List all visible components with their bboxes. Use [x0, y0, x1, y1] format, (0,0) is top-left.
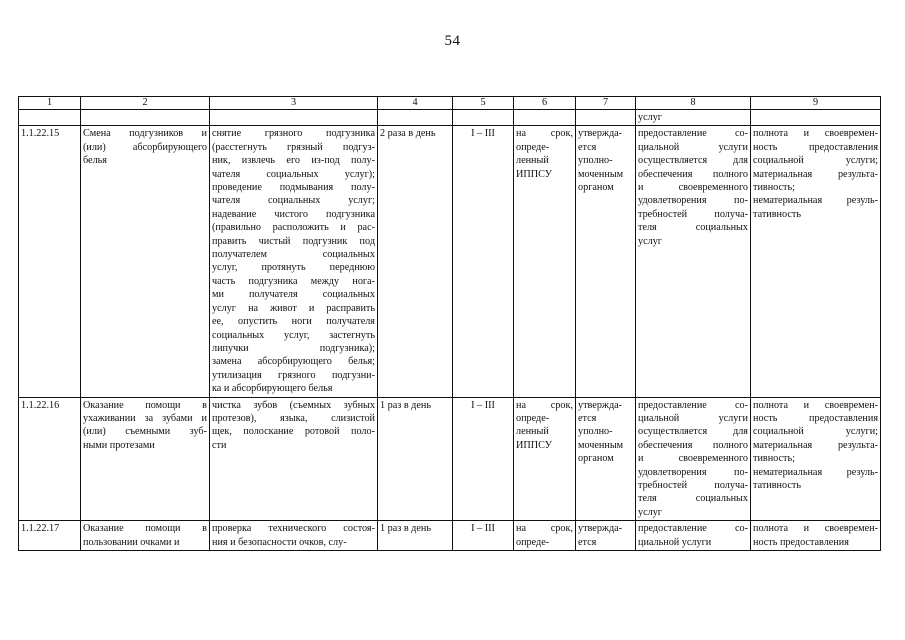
column-header: 8	[636, 97, 751, 110]
service-content-line: ник, извлечь его из-под полу-	[212, 155, 375, 167]
table-row	[19, 521, 881, 551]
service-content-line: (расстегнуть грязный подгуз-	[212, 141, 375, 153]
service-content-line: получателем социальных	[212, 249, 375, 261]
service-content-line: сти	[212, 439, 227, 451]
service-content-line: (правильно расположить и рас-	[212, 222, 375, 234]
service-term-line: ленный	[516, 426, 549, 438]
service-content-line: чистка зубов (съемных зубных	[212, 399, 375, 411]
table-row	[19, 126, 881, 397]
quality-indicators-line: и своевременного	[638, 182, 748, 194]
service-frequency: 2 раза в день	[378, 126, 453, 397]
quality-indicators-line: требностей получа-	[638, 479, 748, 491]
service-frequency: 1 раз в день	[378, 397, 453, 521]
service-code: 1.1.22.15	[19, 126, 81, 397]
evaluation-conditions-line: нематериальная резуль-	[753, 466, 878, 478]
service-approver-line: моченным	[578, 168, 624, 180]
service-forms: I – III	[453, 397, 514, 521]
services-table	[18, 96, 881, 551]
quality-indicators-line: обеспечения полного	[638, 439, 748, 451]
service-term-line: опреде-	[516, 536, 550, 548]
service-approver	[576, 521, 636, 551]
service-term-line: ленный	[516, 155, 549, 167]
service-approver-line: утвержда-	[578, 128, 623, 140]
continuation-text: услуг	[636, 110, 751, 126]
quality-indicators-line: циальной услуги	[638, 412, 748, 424]
service-content-line: проведение подмывания полу-	[212, 182, 375, 194]
service-content-line: липучки подгузника);	[212, 342, 375, 354]
service-approver-line: ется	[578, 412, 597, 424]
service-content	[210, 397, 378, 521]
evaluation-conditions-line: материальная результа-	[753, 168, 878, 180]
service-code: 1.1.22.17	[19, 521, 81, 551]
service-term-line: на срок,	[516, 128, 573, 140]
service-content	[210, 521, 378, 551]
service-approver	[576, 397, 636, 521]
service-name-line: Оказание помощи в	[83, 399, 207, 411]
service-content	[210, 126, 378, 397]
service-content-line: ми получателя социальных	[212, 289, 375, 301]
service-content-line: надевание чистого подгузника	[212, 208, 375, 220]
column-header: 2	[81, 97, 210, 110]
service-term	[514, 397, 576, 521]
service-term-line: ИППСУ	[516, 439, 552, 451]
service-term-line: опреде-	[516, 141, 550, 153]
service-term	[514, 126, 576, 397]
service-code: 1.1.22.16	[19, 397, 81, 521]
evaluation-conditions-line: тивность;	[753, 182, 795, 194]
quality-indicators	[636, 397, 751, 521]
column-number-row	[19, 97, 881, 110]
evaluation-conditions-line: ность предоставления	[753, 141, 878, 153]
service-term-line: на срок,	[516, 399, 573, 411]
service-term-line: ИППСУ	[516, 168, 552, 180]
service-name-line: Оказание помощи в	[83, 523, 207, 535]
service-content-line: ее, опустить ноги получателя	[212, 316, 375, 328]
service-approver-line: утвержда-	[578, 399, 623, 411]
column-header: 4	[378, 97, 453, 110]
evaluation-conditions-line: материальная результа-	[753, 439, 878, 451]
service-content-line: ка и абсорбирующего белья	[212, 383, 333, 395]
service-content-line: протезов), языка, слизистой	[212, 412, 375, 424]
quality-indicators-line: удовлетворения по-	[638, 195, 748, 207]
service-content-line: часть подгузника между нога-	[212, 275, 375, 287]
quality-indicators-line: предоставление со-	[638, 523, 748, 535]
quality-indicators-line: осуществляется для	[638, 155, 748, 167]
service-name	[81, 521, 210, 551]
service-approver-line: ется	[578, 536, 597, 548]
evaluation-conditions-line: тивность;	[753, 453, 795, 465]
service-name-line: Смена подгузников и	[83, 128, 207, 140]
service-name	[81, 126, 210, 397]
quality-indicators-line: предоставление со-	[638, 128, 748, 140]
service-term-line: опреде-	[516, 412, 550, 424]
service-approver-line: органом	[578, 182, 614, 194]
continuation-row	[19, 110, 881, 126]
quality-indicators-line: обеспечения полного	[638, 168, 748, 180]
evaluation-conditions	[751, 397, 881, 521]
service-forms: I – III	[453, 126, 514, 397]
service-content-line: щек, полоскание ротовой поло-	[212, 426, 375, 438]
service-approver-line: ется	[578, 141, 597, 153]
evaluation-conditions	[751, 521, 881, 551]
service-content-line: утилизация грязного подгузни-	[212, 369, 375, 381]
service-content-line: социальных услуг, застегнуть	[212, 329, 375, 341]
service-name-line: белья	[83, 155, 107, 167]
quality-indicators-line: теля социальных	[638, 493, 748, 505]
service-approver-line: уполно-	[578, 155, 613, 167]
evaluation-conditions-line: тативность	[753, 479, 801, 491]
quality-indicators-line: циальной услуги	[638, 536, 712, 548]
service-name-line: (или) съемными зуб-	[83, 426, 207, 438]
evaluation-conditions-line: тативность	[753, 208, 801, 220]
service-content-line: снятие грязного подгузника	[212, 128, 375, 140]
quality-indicators-line: требностей получа-	[638, 208, 748, 220]
service-content-line: услуг, протянуть переднюю	[212, 262, 375, 274]
evaluation-conditions-line: нематериальная резуль-	[753, 195, 878, 207]
column-header: 6	[514, 97, 576, 110]
service-approver-line: моченным	[578, 439, 624, 451]
quality-indicators-line: циальной услуги	[638, 141, 748, 153]
service-content-line: чателя социальных услуг;	[212, 195, 375, 207]
evaluation-conditions-line: социальной услуги;	[753, 155, 878, 167]
quality-indicators-line: теля социальных	[638, 222, 748, 234]
quality-indicators-line: осуществляется для	[638, 426, 748, 438]
service-frequency: 1 раз в день	[378, 521, 453, 551]
evaluation-conditions-line: полнота и своевремен-	[753, 523, 878, 535]
service-approver	[576, 126, 636, 397]
service-name-line: (или) абсорбирующего	[83, 141, 207, 153]
service-name-line: ухаживании за зубами и	[83, 412, 207, 424]
service-term	[514, 521, 576, 551]
service-approver-line: утвержда-	[578, 523, 623, 535]
evaluation-conditions-line: социальной услуги;	[753, 426, 878, 438]
table-row	[19, 397, 881, 521]
quality-indicators-line: и своевременного	[638, 453, 748, 465]
column-header: 7	[576, 97, 636, 110]
evaluation-conditions-line: ность предоставления	[753, 412, 878, 424]
service-forms: I – III	[453, 521, 514, 551]
column-header: 1	[19, 97, 81, 110]
service-name-line: ными протезами	[83, 439, 155, 451]
quality-indicators-line: услуг	[638, 235, 662, 247]
service-content-line: чателя социальных услуг);	[212, 168, 375, 180]
evaluation-conditions-line: полнота и своевремен-	[753, 399, 878, 411]
quality-indicators-line: предоставление со-	[638, 399, 748, 411]
service-name	[81, 397, 210, 521]
quality-indicators-line: услуг	[638, 506, 662, 518]
service-content-line: править чистый подгузник под	[212, 235, 375, 247]
service-approver-line: уполно-	[578, 426, 613, 438]
evaluation-conditions-line: ность предоставления	[753, 536, 849, 548]
service-name-line: пользовании очками и	[83, 536, 180, 548]
quality-indicators	[636, 521, 751, 551]
quality-indicators	[636, 126, 751, 397]
page-number: 54	[444, 33, 461, 49]
service-approver-line: органом	[578, 453, 614, 465]
column-header: 9	[751, 97, 881, 110]
column-header: 5	[453, 97, 514, 110]
service-content-line: замена абсорбирующего белья;	[212, 356, 375, 368]
evaluation-conditions-line: полнота и своевремен-	[753, 128, 878, 140]
service-term-line: на срок,	[516, 523, 573, 535]
service-content-line: проверка технического состоя-	[212, 523, 375, 535]
column-header: 3	[210, 97, 378, 110]
evaluation-conditions	[751, 126, 881, 397]
service-content-line: ния и безопасности очков, слу-	[212, 536, 347, 548]
quality-indicators-line: удовлетворения по-	[638, 466, 748, 478]
service-content-line: услуг на живот и расправить	[212, 302, 375, 314]
